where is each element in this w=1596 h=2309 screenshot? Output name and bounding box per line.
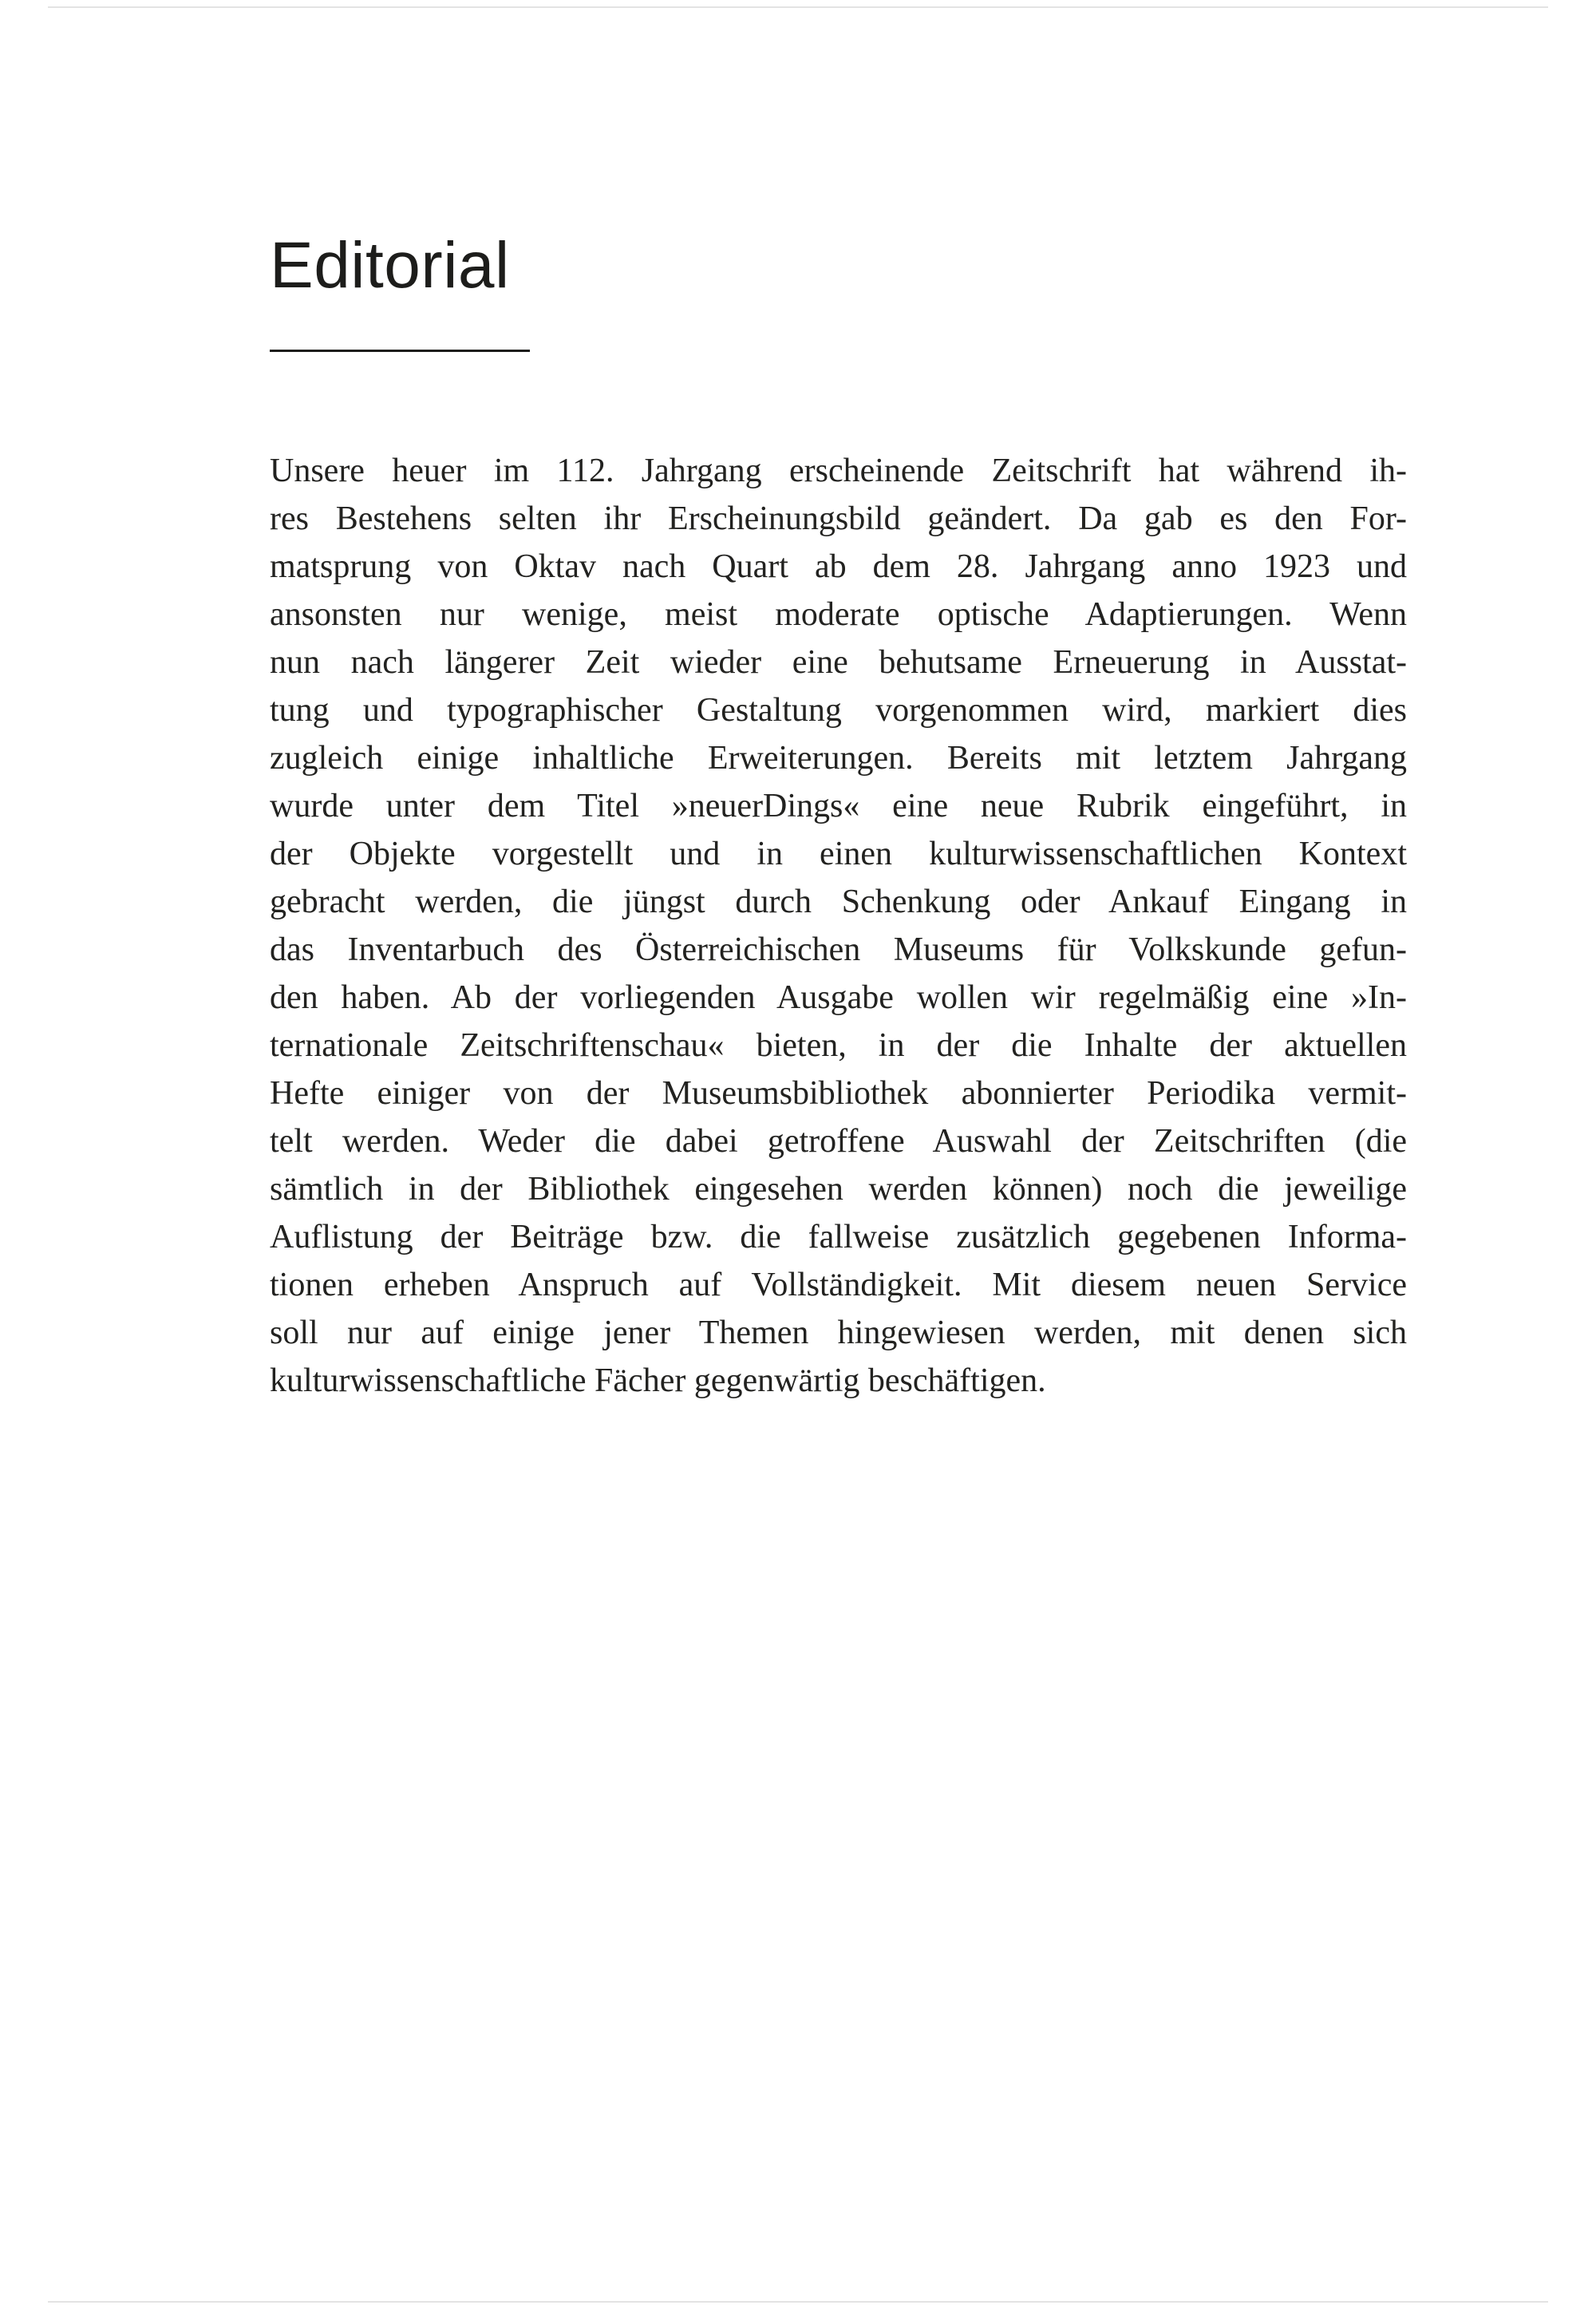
paragraph-line: gebracht werden, die jüngst durch Schenkung oder Ankauf Eingang in: [270, 884, 1407, 920]
page-title: Editorial: [270, 229, 510, 302]
page-edge-top: [48, 6, 1548, 8]
paragraph-line: soll nur auf einige jener Themen hingewiesen werden, mit denen sich: [270, 1315, 1407, 1351]
paragraph-line: sämtlich in der Bibliothek eingesehen werden können) noch die jeweilige: [270, 1171, 1407, 1208]
paragraph-line: ternationale Zeitschriftenschau« bieten, in der die Inhalte der aktuellen: [270, 1027, 1407, 1064]
heading-underline: [270, 350, 530, 352]
paragraph-line: tionen erheben Anspruch auf Vollständigkeit. Mit diesem neuen Service: [270, 1267, 1407, 1303]
editorial-paragraph: [270, 447, 1407, 1405]
paragraph-line: nun nach längerer Zeit wieder eine behutsame Erneuerung in Ausstat-: [270, 644, 1407, 681]
paragraph-line: tung und typographischer Gestaltung vorgenommen wird, markiert dies: [270, 692, 1407, 729]
paragraph-line: den haben. Ab der vorliegenden Ausgabe wollen wir regelmäßig eine »In-: [270, 979, 1407, 1016]
paragraph-line: ansonsten nur wenige, meist moderate optische Adaptierungen. Wenn: [270, 596, 1407, 633]
paragraph-line: zugleich einige inhaltliche Erweiterungen. Bereits mit letztem Jahrgang: [270, 740, 1407, 777]
paragraph-line: Hefte einiger von der Museumsbibliothek abonnierter Periodika vermit-: [270, 1075, 1407, 1112]
paragraph-line: kulturwissenschaftliche Fächer gegenwärtig beschäftigen.: [270, 1362, 1046, 1399]
paragraph-line: der Objekte vorgestellt und in einen kulturwissenschaftlichen Kontext: [270, 836, 1407, 872]
paragraph-line: das Inventarbuch des Österreichischen Museums für Volkskunde gefun-: [270, 931, 1407, 968]
paragraph-line: telt werden. Weder die dabei getroffene Auswahl der Zeitschriften (die: [270, 1123, 1407, 1160]
paragraph-line: wurde unter dem Titel »neuerDings« eine neue Rubrik eingeführt, in: [270, 788, 1407, 824]
paragraph-line: matsprung von Oktav nach Quart ab dem 28. Jahrgang anno 1923 und: [270, 548, 1407, 585]
page-edge-bottom: [48, 2301, 1548, 2303]
paragraph-line: Auflistung der Beiträge bzw. die fallweise zusätzlich gegebenen Informa-: [270, 1219, 1407, 1255]
paragraph-line: res Bestehens selten ihr Erscheinungsbild geändert. Da gab es den For-: [270, 500, 1407, 537]
paragraph-line: Unsere heuer im 112. Jahrgang erscheinende Zeitschrift hat während ih-: [270, 453, 1407, 489]
